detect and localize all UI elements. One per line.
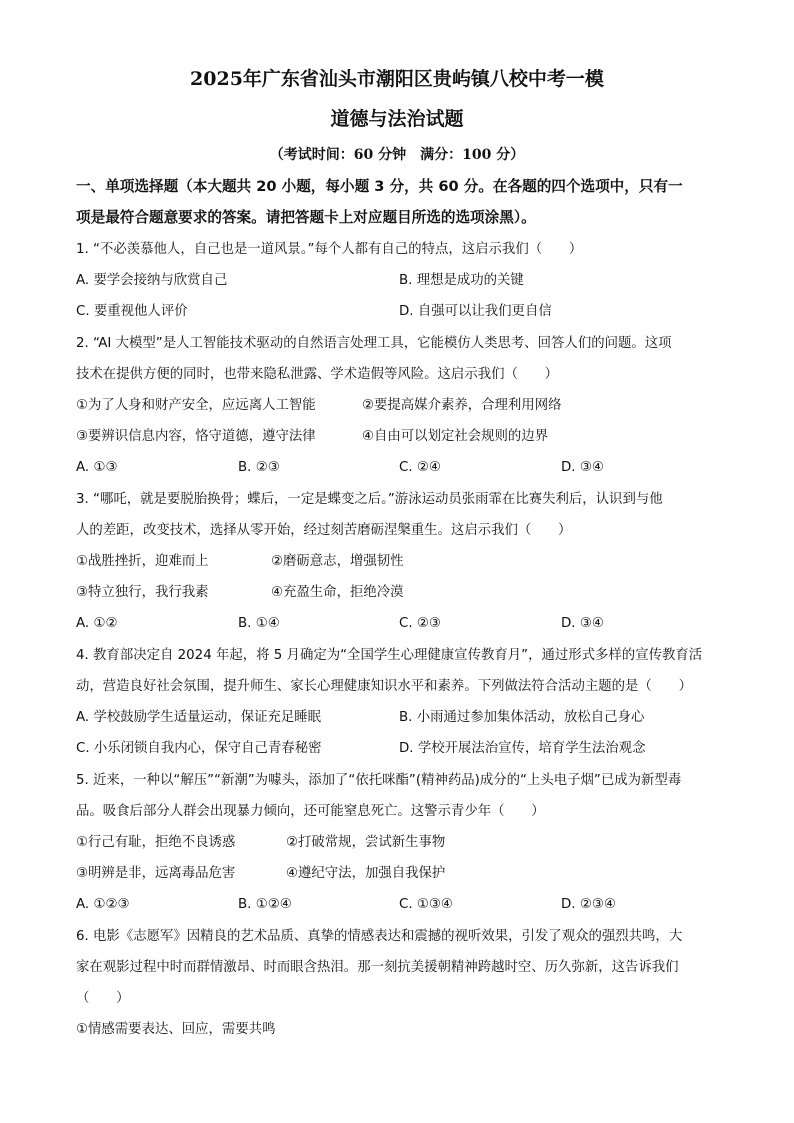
question-3-statement-4: ④充盈生命，拒绝冷漠 bbox=[271, 585, 404, 600]
question-4-stem-line2: 动，营造良好社会氛围，提升师生、家长心理健康知识水平和素养。下列做法符合活动主题的是（ ） bbox=[76, 679, 692, 694]
question-1-stem: 1. “不必羡慕他人，自己也是一道风景。”每个人都有自己的特点，这启示我们（ ） bbox=[76, 242, 583, 257]
question-5-option-c[interactable]: C. ①③④ bbox=[399, 897, 453, 912]
question-2-statement-2: ②要提高媒介素养，合理利用网络 bbox=[362, 398, 562, 413]
question-5-statement-1: ①行己有耻，拒绝不良诱惑 bbox=[76, 835, 236, 850]
question-2-option-a[interactable]: A. ①③ bbox=[76, 460, 118, 475]
exam-info: （考试时间：60 分钟 满分：100 分） bbox=[269, 147, 525, 163]
question-1-option-c[interactable]: C. 要重视他人评价 bbox=[76, 304, 188, 319]
question-4-option-d[interactable]: D. 学校开展法治宣传，培育学生法治观念 bbox=[399, 741, 646, 756]
question-4-option-c[interactable]: C. 小乐闭锁自我内心，保守自己青春秘密 bbox=[76, 741, 322, 756]
question-5-statement-2: ②打破常规，尝试新生事物 bbox=[286, 835, 446, 850]
question-3-statement-1: ①战胜挫折，迎难而上 bbox=[76, 554, 209, 569]
question-2-stem-line2: 技术在提供方便的同时，也带来隐私泄露、学术造假等风险。这启示我们（ ） bbox=[76, 367, 559, 382]
question-2-statement-1: ①为了人身和财产安全，应远离人工智能 bbox=[76, 398, 316, 413]
question-2-statement-3: ③要辨识信息内容，恪守道德，遵守法律 bbox=[76, 429, 316, 444]
question-3-statement-3: ③特立独行，我行我素 bbox=[76, 585, 209, 600]
subject-title: 道德与法治试题 bbox=[330, 108, 464, 130]
question-2-stem-line1: 2. “AI 大模型”是人工智能技术驱动的自然语言处理工具，它能模仿人类思考、回答人们的问题。这项 bbox=[76, 336, 672, 351]
question-4-option-b[interactable]: B. 小雨通过参加集体活动，放松自己身心 bbox=[399, 710, 645, 725]
question-5-statement-3: ③明辨是非，远离毒品危害 bbox=[76, 866, 236, 881]
question-2-statement-4: ④自由可以划定社会规则的边界 bbox=[362, 429, 549, 444]
question-2-option-d[interactable]: D. ③④ bbox=[561, 460, 604, 475]
question-6-stem-line3: （ ） bbox=[76, 991, 130, 1006]
section-heading-line2: 项是最符合题意要求的答案。请把答题卡上对应题目所选的选项涂黑）。 bbox=[76, 209, 536, 226]
section-heading-line1: 一、单项选择题（本大题共 20 小题，每小题 3 分，共 60 分。在各题的四个选项中，只有一 bbox=[76, 178, 683, 195]
question-1-option-d[interactable]: D. 自强可以让我们更自信 bbox=[399, 304, 552, 319]
question-4-option-a[interactable]: A. 学校鼓励学生适量运动，保证充足睡眠 bbox=[76, 710, 322, 725]
question-3-option-d[interactable]: D. ③④ bbox=[561, 616, 604, 631]
question-1-option-a[interactable]: A. 要学会接纳与欣赏自己 bbox=[76, 273, 228, 288]
question-5-option-a[interactable]: A. ①②③ bbox=[76, 897, 130, 912]
question-5-stem-line1: 5. 近来，一种以“解压”“新潮”为噱头，添加了“依托咪酯”(精神药品)成分的“上头电子烟”已成为新型毒 bbox=[76, 773, 682, 788]
question-3-option-c[interactable]: C. ②③ bbox=[399, 616, 441, 631]
question-2-option-c[interactable]: C. ②④ bbox=[399, 460, 441, 475]
question-6-statement-1: ①情感需要表达、回应，需要共鸣 bbox=[76, 1022, 276, 1037]
question-3-statement-2: ②磨砺意志，增强韧性 bbox=[271, 554, 404, 569]
question-4-stem-line1: 4. 教育部决定自 2024 年起，将 5 月确定为“全国学生心理健康宣传教育月”，通过形式多样的宣传教育活 bbox=[76, 648, 703, 663]
question-3-option-a[interactable]: A. ①② bbox=[76, 616, 118, 631]
question-1-option-b[interactable]: B. 理想是成功的关键 bbox=[399, 273, 524, 288]
question-5-option-d[interactable]: D. ②③④ bbox=[561, 897, 616, 912]
question-6-stem-line1: 6. 电影《志愿军》因精良的艺术品质、真挚的情感表达和震撼的视听效果，引发了观众的强烈共鸣，大 bbox=[76, 929, 683, 944]
question-5-option-b[interactable]: B. ①②④ bbox=[238, 897, 292, 912]
question-5-stem-line2: 品。吸食后部分人群会出现暴力倾向，还可能窒息死亡。这警示青少年（ ） bbox=[76, 804, 545, 819]
exam-title: 2025年广东省汕头市潮阳区贵屿镇八校中考一模 bbox=[190, 68, 604, 90]
question-3-stem-line2: 人的差距，改变技术，选择从零开始，经过刻苦磨砺涅槃重生。这启示我们（ ） bbox=[76, 523, 572, 538]
question-3-stem-line1: 3. “哪吒，就是要脱胎换骨；蝶后，一定是蝶变之后。”游泳运动员张雨霏在比赛失利后，认识到与他 bbox=[76, 492, 663, 507]
question-2-option-b[interactable]: B. ②③ bbox=[238, 460, 280, 475]
question-6-stem-line2: 家在观影过程中时而群情激昂、时而眼含热泪。那一刻抗美援朝精神跨越时空、历久弥新，这告诉我们 bbox=[76, 960, 679, 975]
question-3-option-b[interactable]: B. ①④ bbox=[238, 616, 280, 631]
question-5-statement-4: ④遵纪守法，加强自我保护 bbox=[286, 866, 446, 881]
